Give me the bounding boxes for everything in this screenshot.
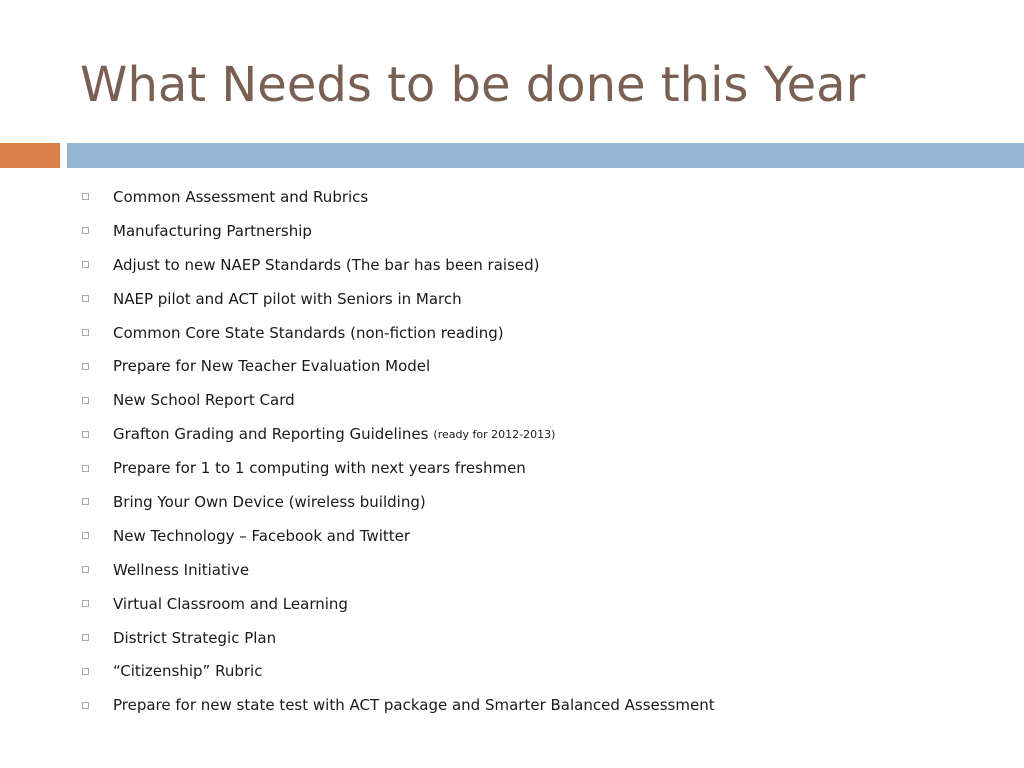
list-item bbox=[80, 553, 715, 587]
list-item bbox=[80, 417, 715, 451]
list-item bbox=[80, 282, 715, 316]
list-item-text: Manufacturing Partnership bbox=[113, 221, 312, 240]
hollow-square-icon bbox=[82, 329, 89, 336]
list-item-text: Wellness Initiative bbox=[113, 560, 250, 579]
list-item bbox=[80, 519, 715, 553]
list-item-text: Prepare for new state test with ACT package and Smarter Balanced Assessment bbox=[113, 696, 715, 715]
list-item-text: Virtual Classroom and Learning bbox=[113, 594, 348, 613]
accent-bar-blue bbox=[67, 143, 1024, 168]
list-item bbox=[80, 587, 715, 621]
list-item-text: Adjust to new NAEP Standards (The bar has been raised) bbox=[113, 255, 540, 274]
hollow-square-icon bbox=[82, 566, 89, 573]
hollow-square-icon bbox=[82, 193, 89, 200]
hollow-square-icon bbox=[82, 397, 89, 404]
list-item-text: Bring Your Own Device (wireless building) bbox=[113, 492, 426, 511]
hollow-square-icon bbox=[82, 600, 89, 607]
hollow-square-icon bbox=[82, 295, 89, 302]
slide-title: What Needs to be done this Year bbox=[80, 57, 866, 113]
list-item bbox=[80, 654, 715, 688]
list-item-text: Prepare for New Teacher Evaluation Model bbox=[113, 357, 431, 376]
hollow-square-icon bbox=[82, 261, 89, 268]
list-item-text: New School Report Card bbox=[113, 391, 295, 410]
accent-bar-orange bbox=[0, 143, 60, 168]
hollow-square-icon bbox=[82, 498, 89, 505]
hollow-square-icon bbox=[82, 465, 89, 472]
bullet-list bbox=[80, 180, 715, 722]
list-item bbox=[80, 688, 715, 722]
list-item bbox=[80, 316, 715, 350]
list-item bbox=[80, 485, 715, 519]
list-item-text: Grafton Grading and Reporting Guidelines bbox=[113, 425, 429, 444]
hollow-square-icon bbox=[82, 634, 89, 641]
list-item-text: New Technology – Facebook and Twitter bbox=[113, 526, 411, 545]
list-item-text: Common Core State Standards (non-fiction reading) bbox=[113, 323, 504, 342]
list-item-text: District Strategic Plan bbox=[113, 628, 277, 647]
list-item-text: “Citizenship” Rubric bbox=[113, 662, 263, 681]
list-item bbox=[80, 383, 715, 417]
hollow-square-icon bbox=[82, 532, 89, 539]
list-item bbox=[80, 451, 715, 485]
hollow-square-icon bbox=[82, 227, 89, 234]
list-item bbox=[80, 248, 715, 282]
hollow-square-icon bbox=[82, 702, 89, 709]
list-item bbox=[80, 214, 715, 248]
list-item bbox=[80, 621, 715, 655]
list-item-note: (ready for 2012-2013) bbox=[433, 427, 556, 441]
list-item bbox=[80, 180, 715, 214]
hollow-square-icon bbox=[82, 668, 89, 675]
hollow-square-icon bbox=[82, 431, 89, 438]
list-item bbox=[80, 349, 715, 383]
list-item-text: Common Assessment and Rubrics bbox=[113, 187, 369, 206]
list-item-text: NAEP pilot and ACT pilot with Seniors in March bbox=[113, 289, 462, 308]
list-item-text: Prepare for 1 to 1 computing with next years freshmen bbox=[113, 459, 526, 478]
hollow-square-icon bbox=[82, 363, 89, 370]
